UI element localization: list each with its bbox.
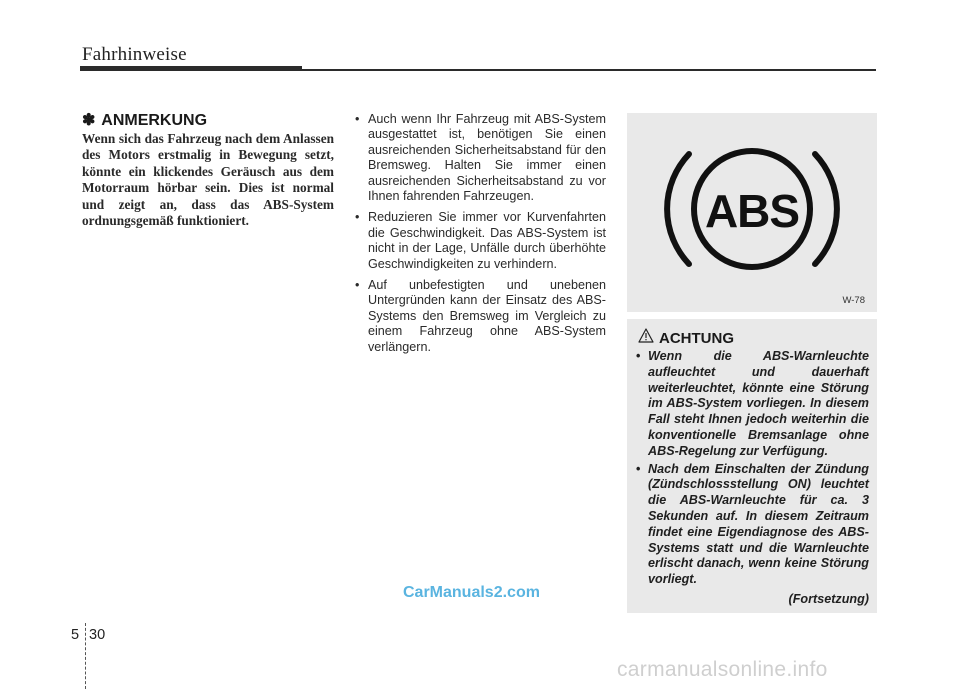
watermark-footer: carmanualsonline.info xyxy=(617,658,828,681)
abs-info-list xyxy=(354,112,606,361)
list-item: • Auch wenn Ihr Fahrzeug mit ABS-System ausgestattet ist, benötigen Sie einen ausreichenden Sicherheitsabstand für den Bremsweg. Halten Sie immer einen ausreichenden Sicherheitsabstand zu vor Ihnen fahrenden Fahrzeugen. xyxy=(355,112,606,204)
abs-label: ABS xyxy=(704,185,800,237)
abs-warning-light-icon xyxy=(627,113,877,312)
list-item: • Auf unbefestigten und unebenen Untergründen kann der Einsatz des ABS-Systems den Bremsweg im Vergleich zu einem Fahrzeug ohne ABS-System verlängern. xyxy=(355,278,606,354)
page-number-separator xyxy=(85,623,87,689)
note-heading-label: ANMERKUNG xyxy=(101,112,208,129)
watermark-link[interactable]: CarManuals2.com xyxy=(403,584,540,601)
note-star-icon: ✽ xyxy=(82,112,96,129)
header-rule-thick xyxy=(80,66,302,71)
figure-code: W-78 xyxy=(842,295,865,306)
header-rule-thin xyxy=(302,69,876,71)
note-body: Wenn sich das Fahrzeug nach dem Anlassen des Motors erstmalig in Bewegung setzt, könnte ein klickendes Geräusch aus dem Motorraum hörbar sein. Dies ist normal und zeigt an, dass das ABS-System ordnungsgemäß funktioniert. xyxy=(82,131,334,229)
abs-illustration xyxy=(627,113,877,312)
list-item: • Reduzieren Sie immer vor Kurvenfahrten die Geschwindigkeit. Das ABS-System ist nicht in der Lage, Unfälle durch überhöhte Geschwindigkeiten zu verhindern. xyxy=(355,210,606,271)
warning-list xyxy=(636,349,869,590)
note-heading xyxy=(82,110,207,130)
chapter-number: 5 xyxy=(71,627,80,643)
warning-box xyxy=(627,319,877,613)
list-item: • Wenn die ABS-Warnleuchte aufleuchtet und dauerhaft weiterleuchtet, könnte eine Störung im ABS-System vorliegen. In diesem Fall steht Ihnen jedoch weiterhin die konventionelle Bremsanlage ohne ABS-Regelung zur Verfügung. xyxy=(636,349,869,458)
page-number: 30 xyxy=(89,627,106,643)
list-item: • Nach dem Einschalten der Zündung (Zündschlossstellung ON) leuchtet die ABS-Warnleuchte für ca. 3 Sekunden auf. In diesem Zeitraum findet eine Eigendiagnose des ABS-Systems statt und die Warnleuchte erlischt danach, wenn keine Störung vorliegt. xyxy=(636,461,869,587)
page-header-title: Fahrhinweise xyxy=(82,44,187,65)
warning-title: ACHTUNG xyxy=(659,330,734,347)
warning-triangle-icon xyxy=(638,328,654,343)
continued-label: (Fortsetzung) xyxy=(788,592,869,606)
